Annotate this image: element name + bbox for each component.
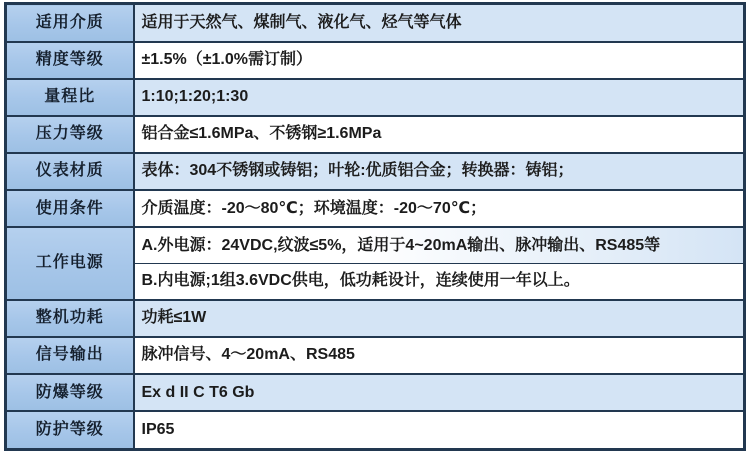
spec-label-explosion-proof-rating: 防爆等级 <box>6 374 134 411</box>
spec-label-power-supply: 工作电源 <box>6 227 134 300</box>
table-row <box>6 116 745 153</box>
table-row <box>6 374 745 411</box>
spec-value-power-consumption: 功耗≤1W <box>134 300 745 337</box>
spec-value-power-supply-internal: B.内电源;1组3.6VDC供电，低功耗设计，连续使用一年以上。 <box>134 264 745 300</box>
spec-value-operating-conditions: 介质温度：-20～80℃；环境温度：-20～70℃； <box>134 190 745 227</box>
spec-value-accuracy: ±1.5%（±1.0%需订制） <box>134 42 745 79</box>
spec-label-power-consumption: 整机功耗 <box>6 300 134 337</box>
table-row <box>6 337 745 374</box>
table-row <box>6 300 745 337</box>
table-row <box>6 227 745 263</box>
table-row <box>6 42 745 79</box>
spec-label-accuracy: 精度等级 <box>6 42 134 79</box>
table-row <box>6 411 745 449</box>
table-row <box>6 153 745 190</box>
spec-value-material: 表体：304不锈钢或铸铝；叶轮:优质铝合金；转换器：铸铝； <box>134 153 745 190</box>
table-row <box>6 190 745 227</box>
spec-value-explosion-proof-rating: Ex d II C T6 Gb <box>134 374 745 411</box>
spec-label-operating-conditions: 使用条件 <box>6 190 134 227</box>
spec-table <box>4 2 746 451</box>
spec-value-pressure-rating: 铝合金≤1.6MPa、不锈钢≥1.6MPa <box>134 116 745 153</box>
table-row <box>6 79 745 116</box>
spec-value-medium: 适用于天然气、煤制气、液化气、烃气等气体 <box>134 4 745 42</box>
spec-value-signal-output: 脉冲信号、4～20mA、RS485 <box>134 337 745 374</box>
table-row <box>6 4 745 42</box>
spec-label-material: 仪表材质 <box>6 153 134 190</box>
spec-label-signal-output: 信号输出 <box>6 337 134 374</box>
spec-label-pressure-rating: 压力等级 <box>6 116 134 153</box>
spec-value-power-supply-external: A.外电源：24VDC,纹波≤5%，适用于4~20mA输出、脉冲输出、RS485等 <box>134 227 745 263</box>
spec-value-protection-rating: IP65 <box>134 411 745 449</box>
spec-label-turndown-ratio: 量程比 <box>6 79 134 116</box>
spec-label-protection-rating: 防护等级 <box>6 411 134 449</box>
spec-label-medium: 适用介质 <box>6 4 134 42</box>
spec-value-turndown-ratio: 1:10;1:20;1:30 <box>134 79 745 116</box>
